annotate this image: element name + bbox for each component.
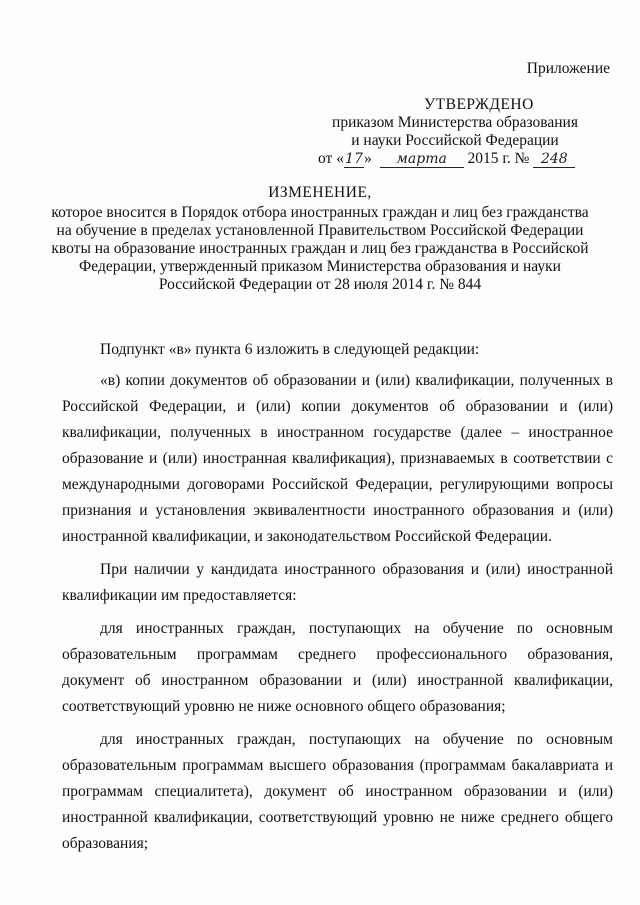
document-body — [62, 337, 613, 864]
order-month-handwritten: марта — [380, 151, 464, 168]
order-year: 2015 г. № — [467, 150, 530, 167]
heading-line: которое вносится в Порядок отбора иностранных граждан и лиц без гражданства — [51, 204, 589, 221]
body-paragraph: «в) копии документов об образовании и (или) квалификации, полученных в Российской Федерации, и (или) копии документов об образовании и (или) квалификации, полученных в иностранном государстве (далее – иностранное образование и (или) иностранная квалификация), признаваемых в соответствии с международными договорами Российской Федерации, регулирующими вопросы признания и установления эквивалентности иностранного образования и (или) иностранной квалификации, и законодательством Российской Федерации. — [62, 372, 613, 545]
order-sep: » — [363, 150, 372, 167]
heading-line: на обучение в пределах установленной Правительством Российской Федерации — [56, 222, 584, 239]
appendix-label: Приложение — [526, 60, 610, 77]
heading-line: Российской Федерации от 28 июля 2014 г. № 844 — [158, 276, 482, 293]
order-prefix: от « — [318, 150, 344, 167]
body-paragraph: для иностранных граждан, поступающих на обучение по основным образовательным программам среднего профессионального образования, документ об иностранном образовании и (или) иностранной квалификации, соответствующий уровню не ниже основного общего образования; — [62, 620, 613, 715]
approved-line-2: и науки Российской Федерации — [351, 132, 559, 149]
heading-line: Федерации, утвержденный приказом Министерства образования и науки — [79, 258, 561, 275]
body-paragraph: При наличии у кандидата иностранного образования и (или) иностранной квалификации им предоставляется: — [62, 561, 613, 604]
order-day-handwritten: 17 — [345, 151, 363, 167]
approval-stamp-block — [300, 96, 610, 150]
approved-title: УТВЕРЖДЕНО — [424, 96, 534, 113]
approved-line-1: приказом Министерства образования — [332, 114, 578, 131]
document-heading — [40, 184, 600, 294]
body-paragraph: Подпункт «в» пункта 6 изложить в следующей редакции: — [100, 341, 480, 358]
body-paragraph: для иностранных граждан, поступающих на обучение по основным образовательным программам высшего образования (программам бакалавриата и программам специалитета), документ об иностранном образовании и (или) иностранной квалификации, соответствующий уровню не ниже среднего общего образования; — [62, 731, 613, 852]
order-date-line — [318, 150, 575, 168]
heading-line: квоты на образование иностранных граждан и лиц без гражданства в Российской — [51, 240, 589, 257]
heading-title: ИЗМЕНЕНИЕ, — [268, 184, 372, 201]
order-number-handwritten: 248 — [533, 151, 575, 168]
